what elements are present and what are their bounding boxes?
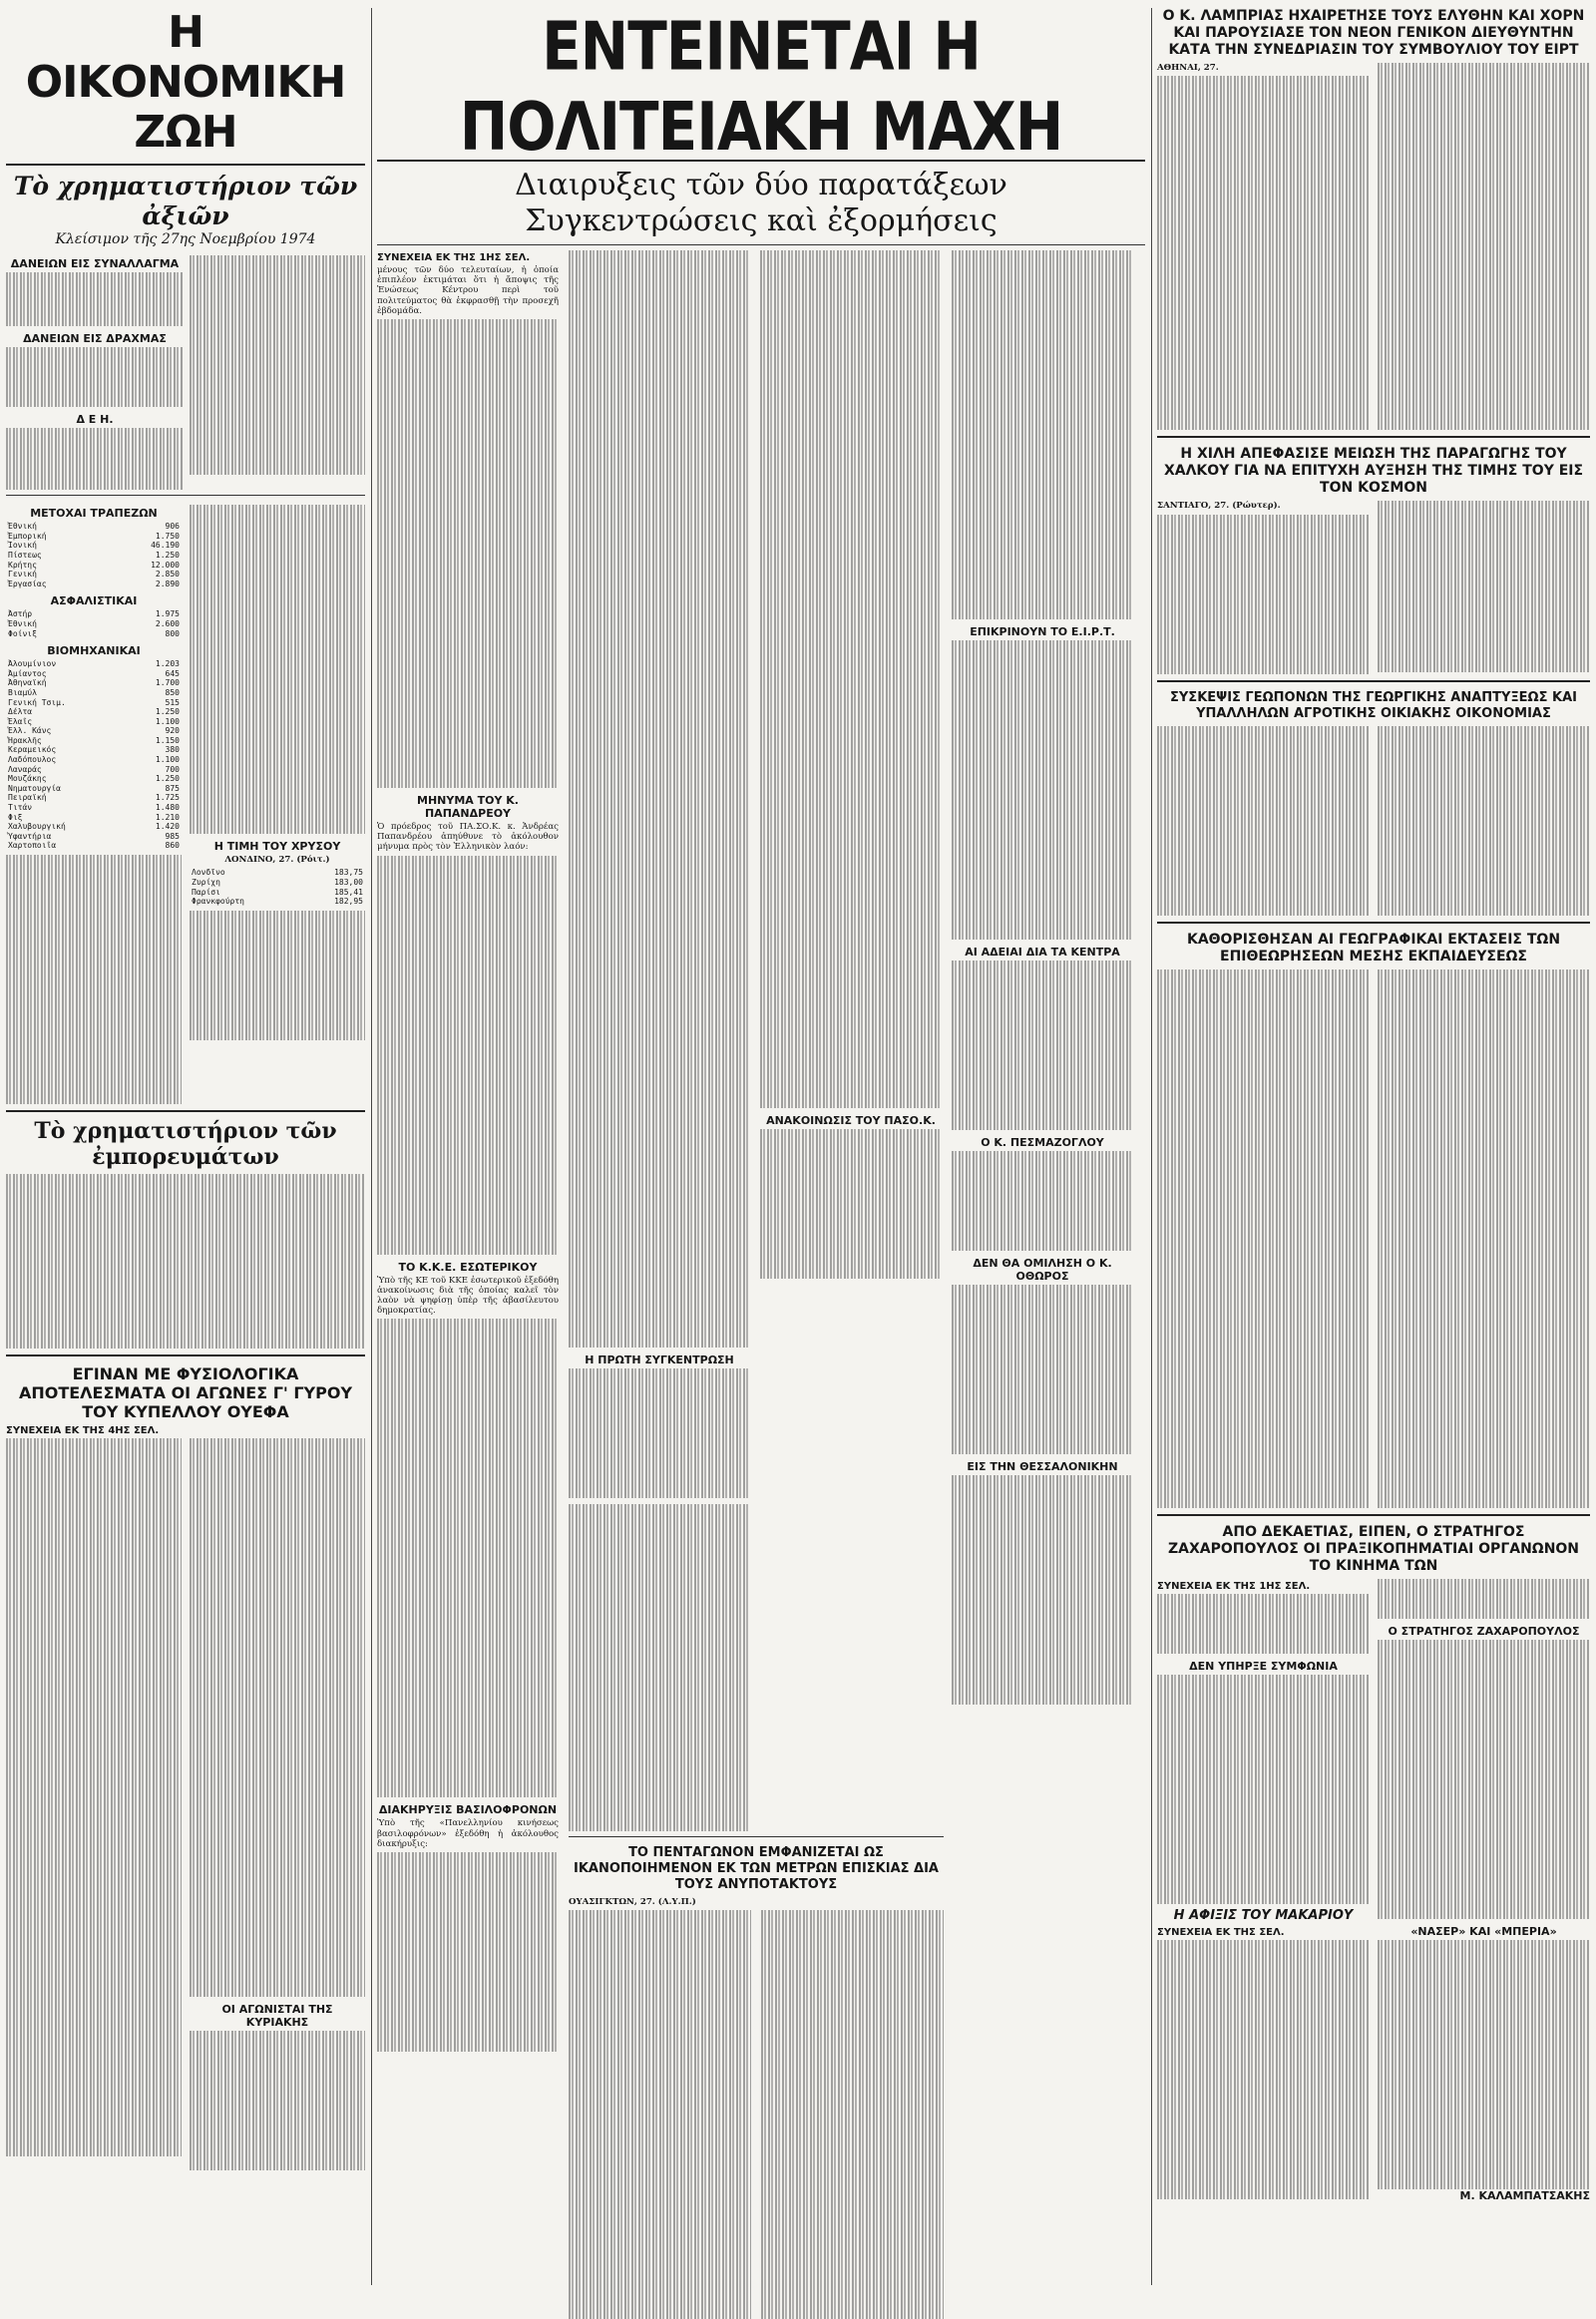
deck-line-1: Διαιρυξεις τῶν δύο παρατάξεων xyxy=(515,168,1007,202)
first-rally-heading: Η ΠΡΩΤΗ ΣΥΓΚΕΝΤΡΩΣΗ xyxy=(585,1353,734,1366)
uefa-headline: ΕΓΙΝΑΝ ΜΕ ΦΥΣΙΟΛΟΓΙΚΑ ΑΠΟΤΕΛΕΣΜΑΤΑ ΟΙ ΑΓΩΝΕΣ Γ' ΓΥΡΟΥ ΤΟΥ ΚΥΠΕΛΛΟΥ ΟΥΕΦΑ xyxy=(18,1364,353,1422)
right-section xyxy=(1157,0,1590,2202)
sunday-players-heading: ΟΙ ΑΓΩΝΙΣΤΑΙ ΤΗΣ ΚΥΡΙΑΚΗΣ xyxy=(221,2003,333,2030)
kke-lead: Ὑπὸ τῆς ΚΕ τοῦ ΚΚΕ ἐσωτερικοῦ ἐξεδόθη ἀνακοίνωσις διὰ τῆς ὁποίας καλεῖ τὸν λαὸν νὰ ψηφίσῃ ὑπὲρ τῆς ἀβασίλευτου δημοκρατίας. xyxy=(377,1275,559,1317)
nasser-heading: «ΝΑΣΕΡ» ΚΑΙ «ΜΠΕΡΙΑ» xyxy=(1410,1925,1557,1939)
table-row: Ἰονική 46.190 xyxy=(8,541,180,551)
papandreou-heading: ΜΗΝΥΜΑ ΤΟΥ Κ. ΠΑΠΑΝΔΡΕΟΥ xyxy=(417,794,519,821)
uefa-continuation: ΣΥΝΕΧΕΙΑ ΕΚ ΤΗΣ 4ΗΣ ΣΕΛ. xyxy=(6,1425,160,1437)
table-row: Κεραμεικός 380 xyxy=(8,745,180,755)
politics-col-b xyxy=(569,250,750,2052)
stock-exchange-title: Τὸ χρηματιστήριον τῶν ἀξιῶν xyxy=(13,172,358,230)
author-byline: Μ. ΚΑΛΑΜΠΑΤΣΑΚΗΣ xyxy=(1459,2189,1590,2203)
kke-heading: ΤΟ Κ.Κ.Ε. ΕΣΩΤΕΡΙΚΟΥ xyxy=(398,1260,538,1274)
table-row: Φιξ 1.210 xyxy=(8,812,180,822)
permits-heading: ΑΙ ΑΔΕΙΑΙ ΔΙΑ ΤΑ ΚΕΝΤΡΑ xyxy=(965,946,1120,959)
thessaloniki-heading: ΕΙΣ ΤΗΝ ΘΕΣΣΑΛΟΝΙΚΗΝ xyxy=(967,1460,1118,1473)
table-row: Ἐμπορική 1.750 xyxy=(8,531,180,541)
table-row: Γενική Τσιμ. 515 xyxy=(8,697,180,707)
loans-foreign-heading: ΔΑΝΕΙΩΝ ΕΙΣ ΣΥΝΑΛΛΑΓΜΑ xyxy=(10,257,180,270)
pentagon-article xyxy=(569,1831,944,2319)
eirt-dateline: ΑΘΗΝΑΙ, 27. xyxy=(1157,63,1219,73)
makarios-continuation: ΣΥΝΕΧΕΙΑ ΕΚ ΤΗΣ ΣΕΛ. xyxy=(1157,1927,1285,1939)
gold-heading: Η ΤΙΜΗ ΤΟΥ ΧΡΥΣΟΥ xyxy=(213,840,341,854)
table-row: Ἀλουμίνιον 1.203 xyxy=(8,659,180,669)
table-row: Ἐργασίας 2.890 xyxy=(8,579,180,588)
table-row: Γενική 2.850 xyxy=(8,570,180,580)
table-row: Λαναράς 700 xyxy=(8,764,180,774)
othoros-heading: ΔΕΝ ΘΑ ΟΜΙΛΗΣΗ Ο Κ. ΟΘΩΡΟΣ xyxy=(973,1257,1112,1283)
bank-shares-table xyxy=(6,522,182,588)
table-row: Τιτάν 1.480 xyxy=(8,803,180,813)
agronomists-headline: ΣΥΣΚΕΨΙΣ ΓΕΩΠΟΝΩΝ ΤΗΣ ΓΕΩΡΓΙΚΗΣ ΑΝΑΠΤΥΞΕΩΣ ΚΑΙ ΥΠΑΛΛΗΛΩΝ ΑΓΡΟΤΙΚΗΣ ΟΙΚΙΑΚΗΣ ΟΙΚΟΝΟΜΙΑΣ xyxy=(1170,689,1577,721)
politics-section xyxy=(377,0,1145,2052)
royalists-lead: Ὑπὸ τῆς «Πανελληνίου κινήσεως βασιλοφρόνων» ἐξεδόθη ἡ ἀκόλουθος διακήρυξις: xyxy=(377,1818,559,1849)
table-row: Χαλυβουργική 1.420 xyxy=(8,822,180,832)
table-row: Ἐθνική 906 xyxy=(8,522,180,532)
table-row: Πίστεως 1.250 xyxy=(8,550,180,560)
pentagon-dateline: ΟΥΑΣΙΓΚΤΩΝ, 27. (Λ.Υ.Π.) xyxy=(569,1897,696,1907)
general-heading: Ο ΣΤΡΑΤΗΓΟΣ ΖΑΧΑΡΟΠΟΥΛΟΣ xyxy=(1388,1625,1580,1639)
gold-table xyxy=(190,868,365,906)
table-row: Ἡρακλῆς 1.150 xyxy=(8,735,180,745)
table-row: Ἐλαΐς 1.100 xyxy=(8,716,180,726)
politics-col-d xyxy=(952,250,1133,2052)
table-row: Παρίσι 185,41 xyxy=(192,887,363,897)
closing-date: Κλείσιμον τῆς 27ης Νοεμβρίου 1974 xyxy=(55,231,316,247)
dem-heading: Δ Ε Η. xyxy=(76,413,114,426)
royalists-heading: ΔΙΑΚΗΡΥΞΙΣ ΒΑΣΙΛΟΦΡΟΝΩΝ xyxy=(378,1803,558,1817)
eirt-headline: Ο Κ. ΛΑΜΠΡΙΑΣ ΗΧΑΙΡΕΤΗΣΕ ΤΟΥΣ ΕΛΥΘΗΝ ΚΑΙ ΧΟΡΝ ΚΑΙ ΠΑΡΟΥΣΙΑΣΕ ΤΟΝ ΝΕΟΝ ΓΕΝΙΚΟΝ ΔΙΕΥΘΥΝΤΗΝ ΚΑΤΑ ΤΗΝ ΣΥΝΕΔΡΙΑΣΙΝ ΤΟΥ ΣΥΜΒΟΥΛΙΟΥ ΤΟΥ ΕΙΡΤ xyxy=(1162,8,1585,58)
table-row: Λονδῖνο 183,75 xyxy=(192,868,363,878)
industrial-table xyxy=(6,659,182,851)
inspections-headline: ΚΑΘΟΡΙΣΘΗΣΑΝ ΑΙ ΓΕΩΓΡΑΦΙΚΑΙ ΕΚΤΑΣΕΙΣ ΤΩΝ ΕΠΙΘΕΩΡΗΣΕΩΝ ΜΕΣΗΣ ΕΚΠΑΙΔΕΥΣΕΩΣ xyxy=(1186,931,1561,965)
economy-column xyxy=(6,0,365,2170)
loans-drachma-heading: ΔΑΝΕΙΩΝ ΕΙΣ ΔΡΑΧΜΑΣ xyxy=(23,332,167,345)
table-row: Νηματουργία 875 xyxy=(8,783,180,793)
table-row: Φρανκφούρτη 182,95 xyxy=(192,897,363,907)
insurance-table xyxy=(6,609,182,638)
article-lead: μένους τῶν δύο τελευταίων, ἡ ὁποία ἐπιπλέον ἐκτιμάται ὅτι ἡ ἄποψις τῆς Ἐνώσεως Κέντρου περὶ τοῦ πολιτεύματος θὰ ἐκφρασθῇ τὴν προσεχῆ ἑβδομάδα. xyxy=(377,265,559,316)
industrial-heading: ΒΙΟΜΗΧΑΝΙΚΑΙ xyxy=(47,644,141,658)
table-row: Βιαμύλ 850 xyxy=(8,687,180,697)
economy-title: Η ΟΙΚΟΝΟΜΙΚΗ ΖΩΗ xyxy=(25,7,346,158)
table-row: Πειραϊκή 1.725 xyxy=(8,793,180,803)
pasok-heading: ΑΝΑΚΟΙΝΩΣΙΣ ΤΟΥ ΠΑΣΟ.Κ. xyxy=(766,1114,936,1127)
table-row: Ὑφαντήρια 985 xyxy=(8,831,180,841)
eirt-criticism-heading: ΕΠΙΚΡΙΝΟΥΝ ΤΟ Ε.Ι.Ρ.Τ. xyxy=(970,625,1115,638)
gold-dateline: ΛΟΝΔΙΝΟ, 27. (Ρόιτ.) xyxy=(224,855,330,866)
table-row: Ζυρίχη 183,00 xyxy=(192,877,363,887)
bank-shares-heading: ΜΕΤΟΧΑΙ ΤΡΑΠΕΖΩΝ xyxy=(30,507,158,521)
table-row: Μουζάκης 1.250 xyxy=(8,774,180,784)
main-headline: ΕΝΤΕΙΝΕΤΑΙ Η ΠΟΛΙΤΕΙΑΚΗ ΜΑΧΗ xyxy=(459,7,1063,166)
insurance-heading: ΑΣΦΑΛΙΣΤΙΚΑΙ xyxy=(50,594,138,608)
chile-dateline: ΣΑΝΤΙΑΓΟ, 27. (Ρώυτερ). xyxy=(1157,501,1281,512)
table-row: Χαρτοποιΐα 860 xyxy=(8,841,180,851)
deck-line-2: Συγκεντρώσεις καὶ ἐξορμήσεις xyxy=(525,203,998,238)
table-row: Ἑλλ. Κάνς 920 xyxy=(8,726,180,736)
table-row: Λαδόπουλος 1.100 xyxy=(8,755,180,765)
zacharopoulos-continuation: ΣΥΝΕΧΕΙΑ ΕΚ ΤΗΣ 1ΗΣ ΣΕΛ. xyxy=(1157,1581,1311,1593)
table-row: Κρήτης 12.000 xyxy=(8,560,180,570)
papandreou-lead: Ὁ πρόεδρος τοῦ ΠΑ.ΣΟ.Κ. κ. Ἀνδρέας Παπανδρέου ἀπηύθυνε τὸ ἀκόλουθον μήνυμα πρὸς τὸν Ἑλληνικὸν λαόν: xyxy=(377,822,559,853)
politics-col-a xyxy=(377,250,559,2052)
zacharopoulos-headline: ΑΠΟ ΔΕΚΑΕΤΙΑΣ, ΕΙΠΕΝ, Ο ΣΤΡΑΤΗΓΟΣ ΖΑΧΑΡΟΠΟΥΛΟΣ ΟΙ ΠΡΑΞΙΚΟΠΗΜΑΤΙΑΙ ΟΡΓΑΝΩΝΟΝ ΤΟ ΚΙΝΗΜΑ ΤΩΝ xyxy=(1167,1524,1580,1575)
table-row: Ἀστήρ 1.975 xyxy=(8,609,180,619)
continuation-label: ΣΥΝΕΧΕΙΑ ΕΚ ΤΗΣ 1ΗΣ ΣΕΛ. xyxy=(377,252,531,263)
table-row: Δέλτα 1.250 xyxy=(8,707,180,717)
commodities-title: Τὸ χρηματιστήριον τῶν ἐμπορευμάτων xyxy=(34,1118,337,1171)
no-agreement-heading: ΔΕΝ ΥΠΗΡΞΕ ΣΥΜΦΩΝΙΑ xyxy=(1189,1660,1338,1674)
table-row: Φοίνιξ 800 xyxy=(8,628,180,638)
politics-col-c xyxy=(760,250,942,2052)
table-row: Ἀθηναϊκή 1.700 xyxy=(8,678,180,688)
chile-headline: Η ΧΙΛΗ ΑΠΕΦΑΣΙΣΕ ΜΕΙΩΣΗ ΤΗΣ ΠΑΡΑΓΩΓΗΣ ΤΟΥ ΧΑΛΚΟΥ ΓΙΑ ΝΑ ΕΠΙΤΥΧΗ ΑΥΞΗΣΗ ΤΗΣ ΤΙΜΗΣ ΤΟΥ ΕΙΣ ΤΟΝ ΚΟΣΜΟΝ xyxy=(1163,446,1584,497)
table-row: Ἐθνική 2.600 xyxy=(8,618,180,628)
table-row: Ἀμίαντος 645 xyxy=(8,668,180,678)
makarios-heading: Η ΑΦΙΞΙΣ ΤΟΥ ΜΑΚΑΡΙΟΥ xyxy=(1173,1908,1354,1924)
pentagon-headline: ΤΟ ΠΕΝΤΑΓΩΝΟΝ ΕΜΦΑΝΙΖΕΤΑΙ ΩΣ ΙΚΑΝΟΠΟΙΗΜΕΝΟΝ ΕΚ ΤΩΝ ΜΕΤΡΩΝ ΕΠΙΣΚΙΑΣ ΔΙΑ ΤΟΥΣ ΑΝΥΠΟΤΑΚΤΟΥΣ xyxy=(574,1845,939,1892)
pesmazoglou-heading: Ο Κ. ΠΕΣΜΑΖΟΓΛΟΥ xyxy=(981,1136,1104,1149)
